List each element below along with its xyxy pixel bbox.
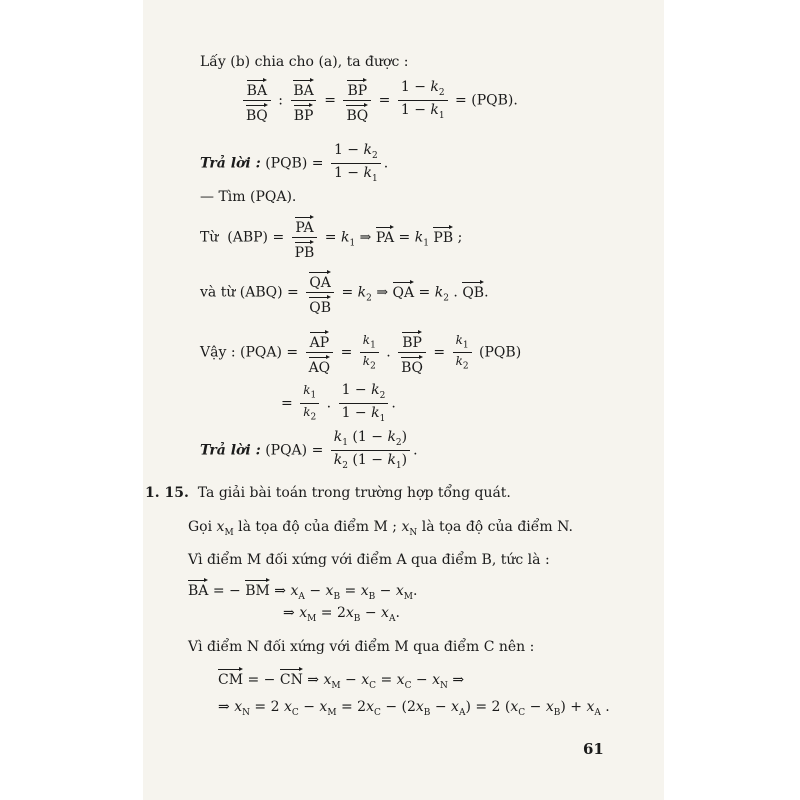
text-line: — Tìm (PQA).: [200, 189, 297, 205]
answer-pqa: Trả lời : (PQA) = $\frac{k_1 (1 - k_2)}{k_2 (1 - k_1)}$ .: [200, 429, 418, 471]
text-line: Gọi $x_M$ là tọa độ của điểm M ; $x_N$ là tọa độ của điểm N.: [188, 519, 573, 538]
equation-pqb: $\frac{BA}{BQ}$ : $\frac{BA}{BP}$ = $\frac{BP}{BQ}$ = $\frac{1 - k_2}{1 - k_1}$ = (PQB).: [240, 78, 518, 123]
text-word: Từ: [200, 229, 219, 246]
equation-xn: ⇒ $x_N = 2$ $x_C - x_M = 2x_C - (2x_B - x_A) = 2$ $(x_C - x_B) + x_A$ .: [218, 699, 610, 718]
text-line: Lấy (b) chia cho (a), ta được :: [200, 54, 409, 70]
equation-pqa: Vậy : (PQA) = $\frac{AP}{AQ}$ = $\frac{k_1}{k_2}$ . $\frac{BP}{BQ}$ = $\frac{k_1}{k_2}$ (PQB): [200, 330, 521, 375]
page-number: 61: [583, 740, 604, 758]
text-word: và từ: [200, 284, 236, 301]
book-page: [143, 0, 664, 800]
answer-label: Trả lời :: [200, 155, 261, 172]
text-line: Vì điểm M đối xứng với điểm A qua điểm B, tức là :: [188, 552, 550, 568]
equation-pqa-2: = $\frac{k_1}{k_2}$ . $\frac{1 - k_2}{1 - k_1}$ .: [281, 382, 396, 424]
problem-header: [145, 486, 511, 500]
answer-label: Trả lời :: [200, 442, 261, 459]
problem-number: 1. 15.: [145, 485, 189, 501]
equation-abp: Từ (ABP) = $\frac{PA}{PB}$ = $k_1$ ⇒ PA = $k_1$ PB ;: [200, 215, 462, 260]
text-line: Vì điểm N đối xứng với điểm M qua điểm C nên :: [188, 639, 535, 655]
equation-cm-cn: CM = − CN ⇒ $x_M - x_C = x_C - x_N$ ⇒: [218, 667, 464, 691]
text-line: Ta giải bài toán trong trường hợp tổng quát.: [197, 485, 511, 501]
text-word: Vậy :: [200, 344, 236, 361]
equation-abq: và từ (ABQ) = $\frac{QA}{QB}$ = $k_2$ ⇒ QA = $k_2$ . QB.: [200, 270, 489, 315]
equation-ba-bm: BA = − BM ⇒ $x_A - x_B = x_B - x_M$.: [188, 578, 417, 602]
equation-xm: ⇒ $x_M = 2x_B - x_A$.: [283, 605, 400, 624]
answer-pqb: Trả lời : (PQB) = $\frac{1 - k_2}{1 - k_1}$ .: [200, 142, 389, 184]
